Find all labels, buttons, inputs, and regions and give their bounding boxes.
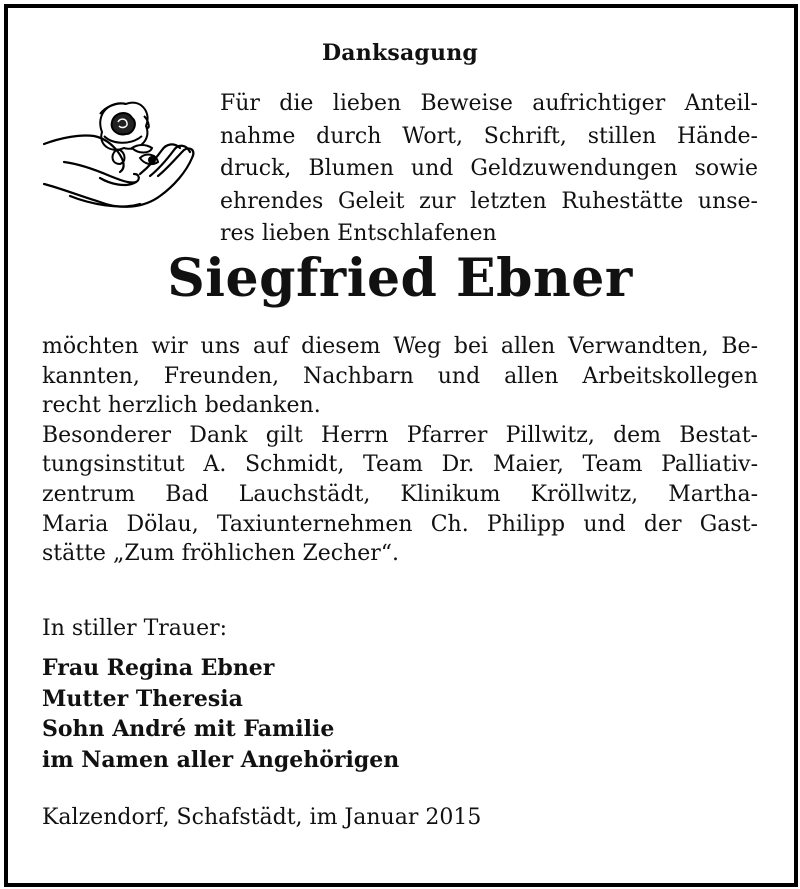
signer-name: Sohn André mit Familie: [42, 716, 335, 742]
thanks-line: möchten wir uns auf diesem Weg bei allen Verwandten, Be-: [42, 334, 758, 359]
intro-line: ehrendes Geleit zur letzten Ruhestätte unse-: [220, 188, 758, 214]
intro-line: res lieben Entschlafenen: [220, 221, 497, 247]
thanks-line: recht herzlich bedanken.: [42, 393, 321, 419]
hand-with-rose-icon: [40, 92, 200, 222]
notice-title: Danksagung: [322, 40, 478, 66]
thanks-line: stätte „Zum fröhlichen Zecher“.: [42, 541, 400, 567]
thanks-line: tungsinstitut A. Schmidt, Team Dr. Maier, Team Palliativ-: [42, 452, 758, 478]
intro-text: [220, 88, 758, 251]
intro-line: druck, Blumen und Geldzuwendungen sowie: [220, 156, 758, 182]
signer-name: im Namen aller Angehörigen: [42, 746, 400, 773]
thanks-line: Maria Dölau, Taxiunternehmen Ch. Philipp und der Gast-: [42, 511, 758, 537]
place-date: Kalzendorf, Schafstädt, im Januar 2015: [42, 805, 482, 830]
thanks-text: [42, 332, 758, 569]
signer-name: Mutter Theresia: [42, 685, 243, 712]
signer-list: [42, 653, 399, 775]
mourning-label: In stiller Trauer:: [42, 616, 228, 641]
intro-line: nahme durch Wort, Schrift, stillen Hände-: [220, 123, 758, 149]
signer-name: Frau Regina Ebner: [42, 655, 275, 681]
thanks-line: Besonderer Dank gilt Herrn Pfarrer Pillwitz, dem Bestat-: [42, 422, 758, 448]
thanks-line: zentrum Bad Lauchstädt, Klinikum Kröllwitz, Martha-: [42, 481, 758, 507]
thanks-line: kannten, Freunden, Nachbarn und allen Arbeitskollegen: [42, 363, 758, 389]
deceased-name: Siegfried Ebner: [167, 248, 633, 309]
intro-line: Für die lieben Beweise aufrichtiger Anteil-: [220, 91, 758, 116]
